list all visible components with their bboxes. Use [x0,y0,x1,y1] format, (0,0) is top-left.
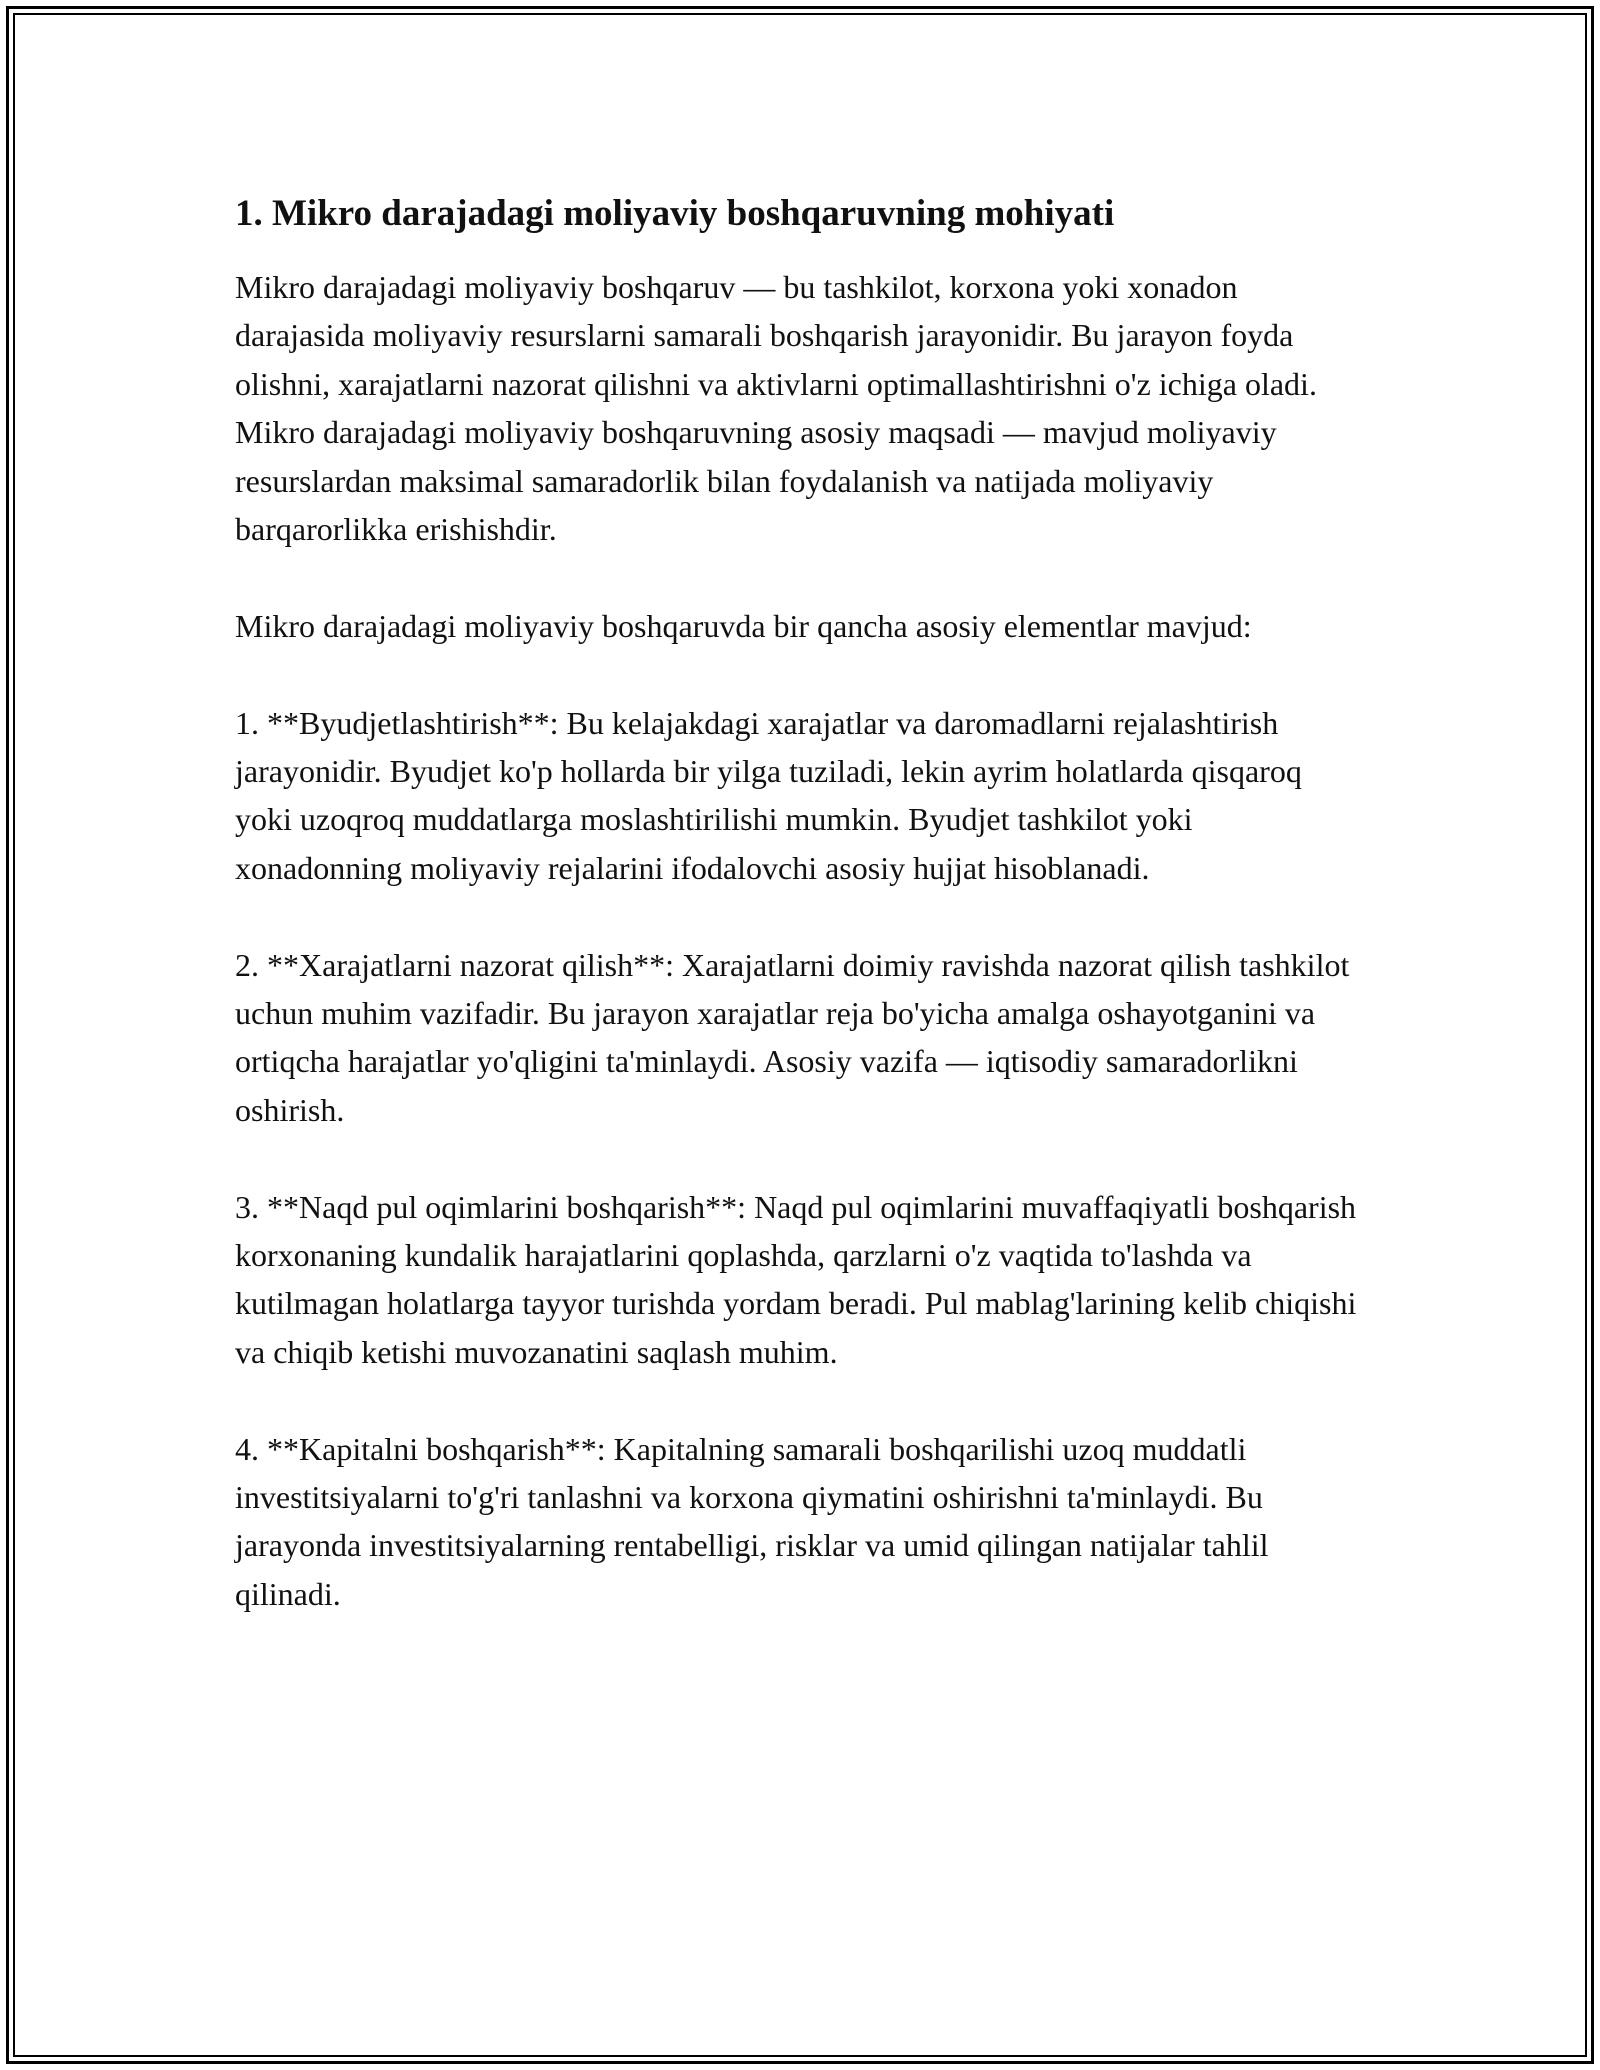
paragraph-elements-lead: Mikro darajadagi moliyaviy boshqaruvda bir qancha asosiy elementlar mavjud: [235,607,1252,644]
list-item-budgeting: 1. **Byudjetlashtirish**: Bu kelajakdagi xarajatlar va daromadlarni rejalashtirish jarayonidir. Byudjet ko'p hollarda bir yilga tuziladi, lekin ayrim holatlarda qisqaroq yoki uzoqroq muddatlarga moslashtirilishi mumkin. Byudjet tashkilot yoki xonadonning moliyaviy rejalarini ifodalovchi asosiy hujjat hisoblanadi. [235,704,1302,886]
list-item-expense-control: 2. **Xarajatlarni nazorat qilish**: Xarajatlarni doimiy ravishda nazorat qilish tashkilot uchun muhim vazifadir. Bu jarayon xarajatlar reja bo'yicha amalga oshayotganini va ortiqcha harajatlar yo'qligini ta'minlaydi. Asosiy vazifa — iqtisodiy samaradorlikni oshirish. [235,946,1350,1128]
paragraph-intro: Mikro darajadagi moliyaviy boshqaruv — bu tashkilot, korxona yoki xonadon darajasida moliyaviy resurslarni samarali boshqarish jarayonidir. Bu jarayon foyda olishni, xarajatlarni nazorat qilishni va aktivlarni optimallashtirishni o'z ichiga oladi. Mikro darajadagi moliyaviy boshqaruvning asosiy maqsadi — mavjud moliyaviy resurslardan maksimal samaradorlik bilan foydalanish va natijada moliyaviy barqarorlikka erishishdir. [235,269,1317,548]
list-item-capital: 4. **Kapitalni boshqarish**: Kapitalning samarali boshqarilishi uzoq muddatli investitsiyalarni to'g'ri tanlashni va korxona qiymatini oshirishni ta'minlaydi. Bu jarayonda investitsiyalarning rentabelligi, risklar va umid qilingan natijalar tahlil qilinadi. [235,1430,1269,1612]
document-body [235,185,1365,1667]
list-item-cash-flow: 3. **Naqd pul oqimlarini boshqarish**: Naqd pul oqimlarini muvaffaqiyatli boshqarish korxonaning kundalik harajatlarini qoplashda, qarzlarni o'z vaqtida to'lashda va kutilmagan holatlarga tayyor turishda yordam beradi. Pul mablag'larining kelib chiqishi va chiqib ketishi muvozanatini saqlash muhim. [235,1188,1357,1370]
section-title: 1. Mikro darajadagi moliyaviy boshqaruvning mohiyati [235,193,1115,234]
